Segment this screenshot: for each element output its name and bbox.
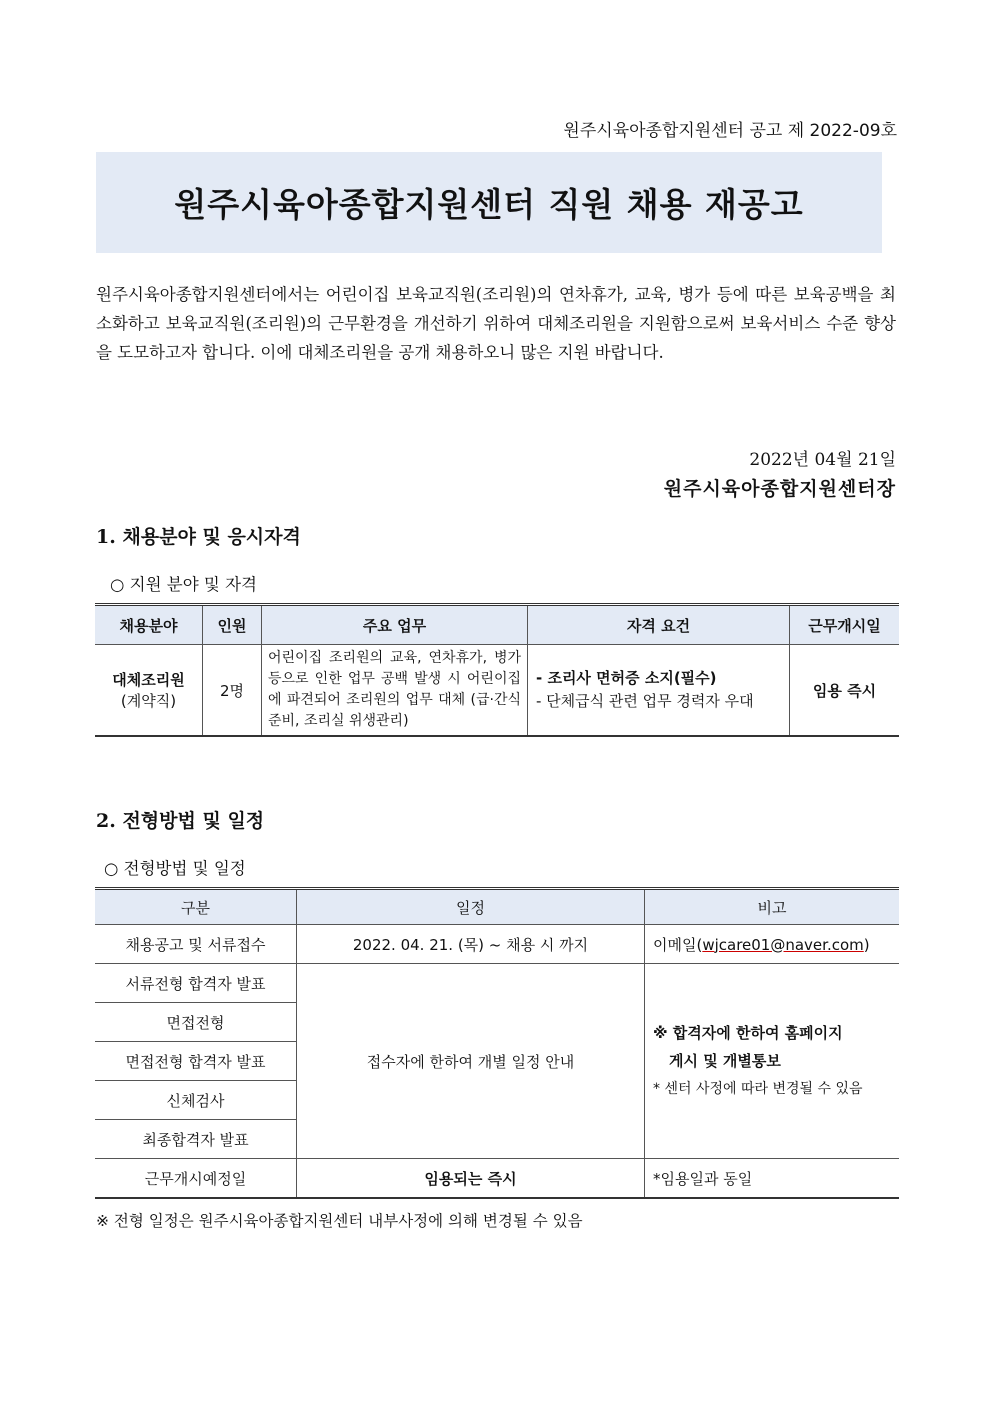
schedule-table (95, 887, 899, 1199)
table-row (95, 964, 899, 1003)
stage-cell: 면접전형 (95, 1003, 297, 1042)
section1-heading: 1. 채용분야 및 응시자격 (96, 526, 301, 548)
email-link[interactable]: wjcare01@naver.com (702, 935, 864, 954)
header-count: 인원 (203, 605, 262, 645)
qualification-table (95, 603, 899, 737)
page-title: 원주시육아종합지원센터 직원 채용 재공고 (174, 185, 804, 224)
start-cell: 임용 즉시 (790, 645, 900, 737)
header-field: 채용분야 (95, 605, 203, 645)
stage-cell: 근무개시예정일 (95, 1159, 297, 1199)
header-note: 비고 (645, 889, 900, 925)
footnote: ※ 전형 일정은 원주시육아종합지원센터 내부사정에 의해 변경될 수 있음 (96, 1212, 583, 1230)
merged-note-line1: ※ 합격자에 한하여 홈페이지 (653, 1024, 843, 1042)
field-name: 대체조리원 (112, 671, 185, 689)
stage-cell: 최종합격자 발표 (95, 1120, 297, 1159)
header-schedule: 일정 (297, 889, 645, 925)
section1-subheading: ○ 지원 분야 및 자격 (110, 575, 257, 594)
stage-cell: 면접전형 합격자 발표 (95, 1042, 297, 1081)
count-cell: 2명 (203, 645, 262, 737)
note-cell (645, 925, 900, 964)
schedule-cell: 임용되는 즉시 (297, 1159, 645, 1199)
intro-paragraph: 원주시육아종합지원센터에서는 어린이집 보육교직원(조리원)의 연차휴가, 교육, 병가 등에 따른 보육공백을 최소화하고 보육교직원(조리원)의 근무환경을 개선하기 위하여 대체조리원을 지원함으로써 보육서비스 수준 향상을 도모하고자 합니다. 이에 대체조리원을 공개 채용하오니 많은 지원 바랍니다. (96, 285, 896, 362)
stage-cell: 서류전형 합격자 발표 (95, 964, 297, 1003)
email-suffix: ) (863, 935, 870, 954)
section2-heading: 2. 전형방법 및 일정 (96, 810, 265, 832)
header-stage: 구분 (95, 889, 297, 925)
issuer-name: 원주시육아종합지원센터장 (663, 478, 896, 500)
header-start-date: 근무개시일 (790, 605, 900, 645)
duty-cell: 어린이집 조리원의 교육, 연차휴가, 병가 등으로 인한 업무 공백 발생 시 어린이집에 파견되어 조리원의 업무 대체 (급·간식 준비, 조리실 위생관리) (262, 645, 528, 737)
announcement-date: 2022년 04월 21일 (749, 450, 896, 470)
note-cell: *임용일과 동일 (645, 1159, 900, 1199)
schedule-cell: 2022. 04. 21. (목) ~ 채용 시 까지 (297, 925, 645, 964)
field-note: (계약직) (120, 692, 177, 710)
notice-number: 원주시육아종합지원센터 공고 제 2022-09호 (563, 121, 897, 141)
header-duty: 주요 업무 (262, 605, 528, 645)
field-cell (95, 645, 203, 737)
title-banner (96, 152, 882, 253)
merged-note-cell (645, 964, 900, 1159)
merged-schedule-cell: 접수자에 한하여 개별 일정 안내 (297, 964, 645, 1159)
requirement-license: - 조리사 면허증 소지(필수) (536, 669, 717, 687)
table-header-row (95, 889, 899, 925)
table-row (95, 925, 899, 964)
merged-note-line3: * 센터 사정에 따라 변경될 수 있음 (653, 1081, 863, 1097)
stage-cell: 신체검사 (95, 1081, 297, 1120)
table-row (95, 1159, 899, 1199)
requirement-experience: - 단체급식 관련 업무 경력자 우대 (536, 692, 754, 710)
merged-note-line2: 게시 및 개별통보 (669, 1052, 781, 1070)
table-row (95, 645, 899, 737)
email-prefix: 이메일( (653, 935, 703, 954)
stage-cell: 채용공고 및 서류접수 (95, 925, 297, 964)
table-header-row (95, 605, 899, 645)
header-requirements: 자격 요건 (528, 605, 790, 645)
requirements-cell (528, 645, 790, 737)
section2-subheading: ○ 전형방법 및 일정 (104, 859, 246, 878)
